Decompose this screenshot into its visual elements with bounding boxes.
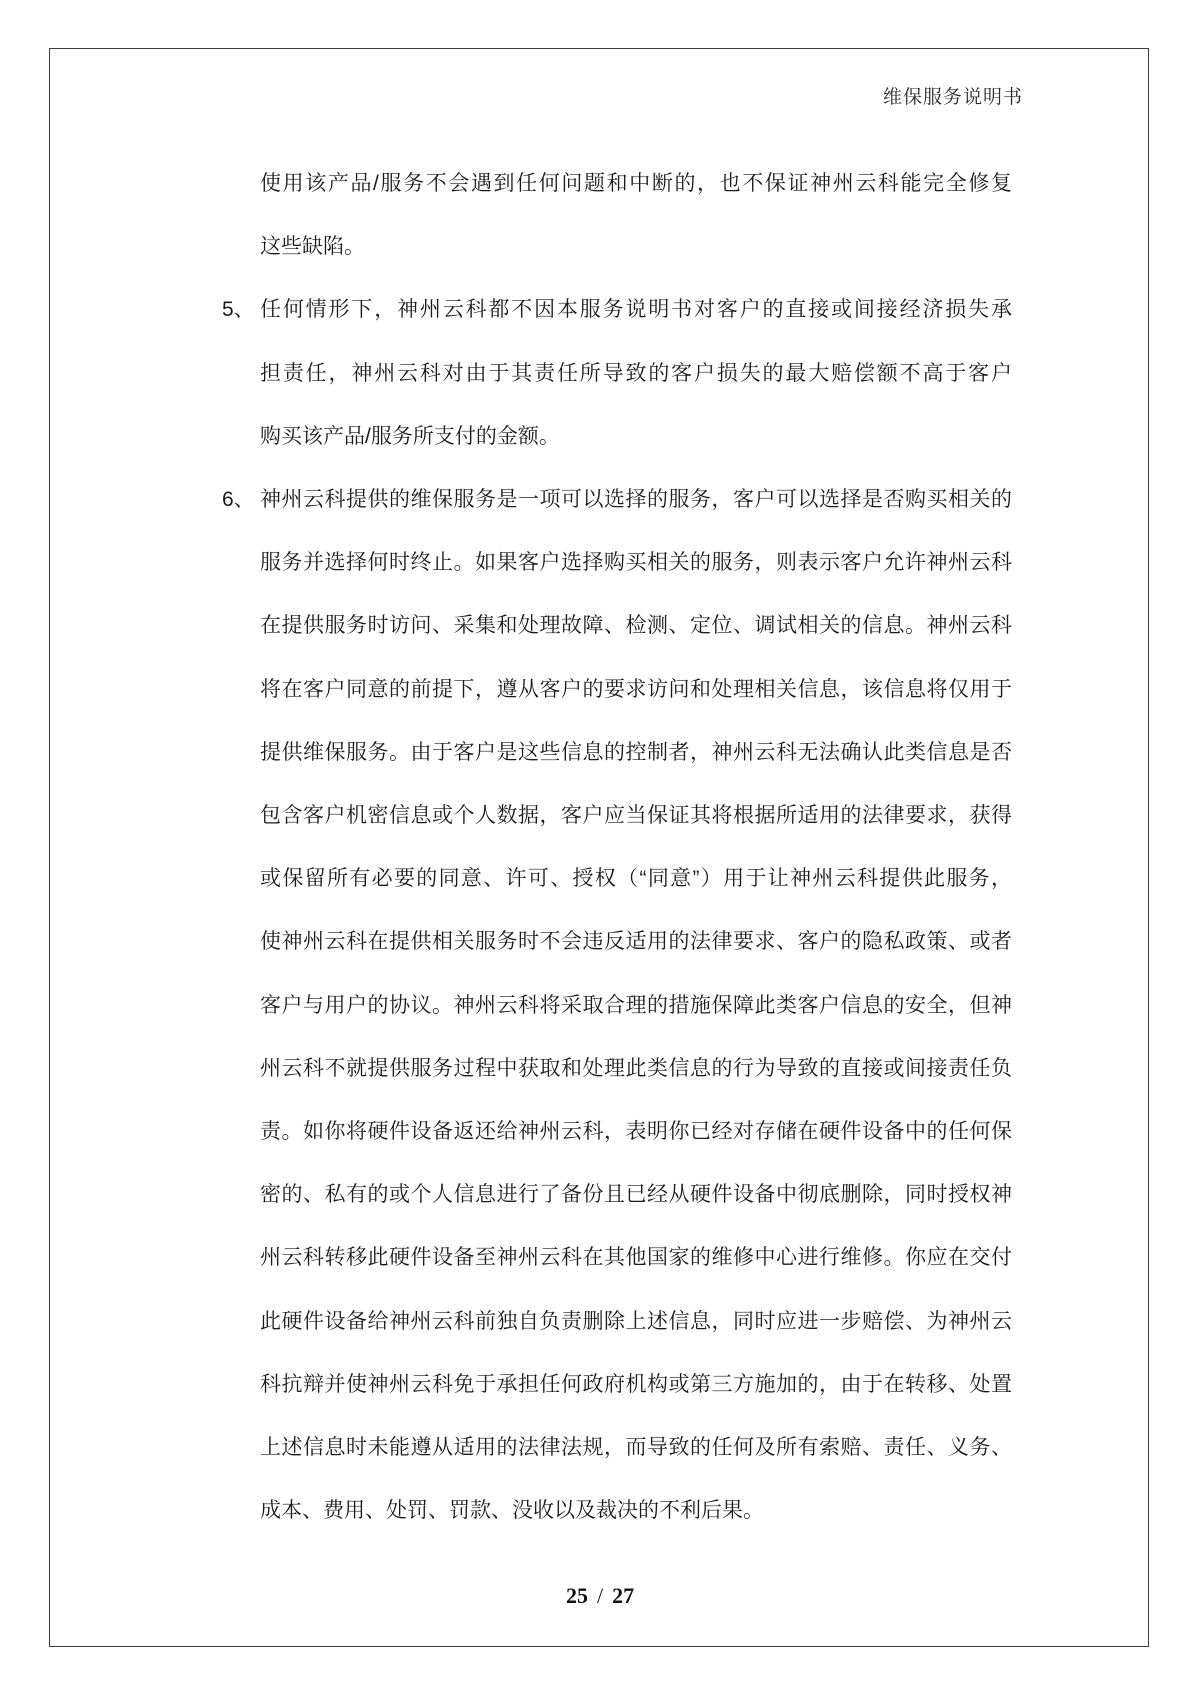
text-line: 包含客户机密信息或个人数据，客户应当保证其将根据所适用的法律要求，获得 <box>260 804 1012 828</box>
list-number: 5、 <box>222 298 255 322</box>
text-line: 责。如你将硬件设备返还给神州云科，表明你已经对存储在硬件设备中的任何保 <box>260 1120 1012 1144</box>
text-line: 密的、私有的或个人信息进行了备份且已经从硬件设备中彻底删除，同时授权神 <box>260 1183 1012 1207</box>
text-line: 使用该产品/服务不会遇到任何问题和中断的，也不保证神州云科能完全修复 <box>260 172 1012 195</box>
text-line: 担责任，神州云科对由于其责任所导致的客户损失的最大赔偿额不高于客户 <box>260 361 1012 385</box>
text-line: 成本、费用、处罚、罚款、没收以及裁决的不利后果。 <box>260 1499 764 1523</box>
text-line: 客户与用户的协议。神州云科将采取合理的措施保障此类客户信息的安全，但神 <box>260 993 1012 1017</box>
text-line: 上述信息时未能遵从适用的法律法规，而导致的任何及所有索赔、责任、义务、 <box>260 1436 1012 1460</box>
paragraph <box>222 152 1012 278</box>
text-line: 任何情形下，神州云科都不因本服务说明书对客户的直接或间接经济损失承 <box>260 298 1012 322</box>
text-line: 使神州云科在提供相关服务时不会违反适用的法律要求、客户的隐私政策、或者 <box>260 930 1012 954</box>
text-line: 服务并选择何时终止。如果客户选择购买相关的服务，则表示客户允许神州云科 <box>260 551 1012 575</box>
page-number-separator: / <box>596 1583 604 1608</box>
paragraph-lines <box>260 152 1012 278</box>
page-number <box>0 1583 1200 1609</box>
paragraph-lines <box>260 278 1012 468</box>
page-number-current: 25 <box>565 1583 588 1608</box>
text-line: 科抗辩并使神州云科免于承担任何政府机构或第三方施加的，由于在转移、处置 <box>260 1372 1012 1396</box>
paragraph <box>222 278 1012 468</box>
text-line: 州云科转移此硬件设备至神州云科在其他国家的维修中心进行维修。你应在交付 <box>260 1246 1012 1270</box>
page-number-total: 27 <box>612 1583 635 1608</box>
paragraph <box>222 468 1012 1542</box>
text-line: 将在客户同意的前提下，遵从客户的要求访问和处理相关信息，该信息将仅用于 <box>260 677 1012 701</box>
text-line: 这些缺陷。 <box>260 235 365 259</box>
text-line: 此硬件设备给神州云科前独自负责删除上述信息，同时应进一步赔偿、为神州云 <box>260 1309 1012 1333</box>
document-header-title: 维保服务说明书 <box>882 87 1023 108</box>
text-line: 购买该产品/服务所支付的金额。 <box>260 424 560 448</box>
document-body <box>222 152 1012 1542</box>
list-number: 6、 <box>222 488 255 512</box>
text-line: 神州云科提供的维保服务是一项可以选择的服务，客户可以选择是否购买相关的 <box>260 488 1012 512</box>
text-line: 在提供服务时访问、采集和处理故障、检测、定位、调试相关的信息。神州云科 <box>260 614 1012 638</box>
text-line: 州云科不就提供服务过程中获取和处理此类信息的行为导致的直接或间接责任负 <box>260 1056 1012 1080</box>
text-line: 或保留所有必要的同意、许可、授权（“同意”）用于让神州云科提供此服务， <box>260 867 1012 891</box>
text-line: 提供维保服务。由于客户是这些信息的控制者，神州云科无法确认此类信息是否 <box>260 740 1012 764</box>
paragraph-lines <box>260 468 1012 1542</box>
